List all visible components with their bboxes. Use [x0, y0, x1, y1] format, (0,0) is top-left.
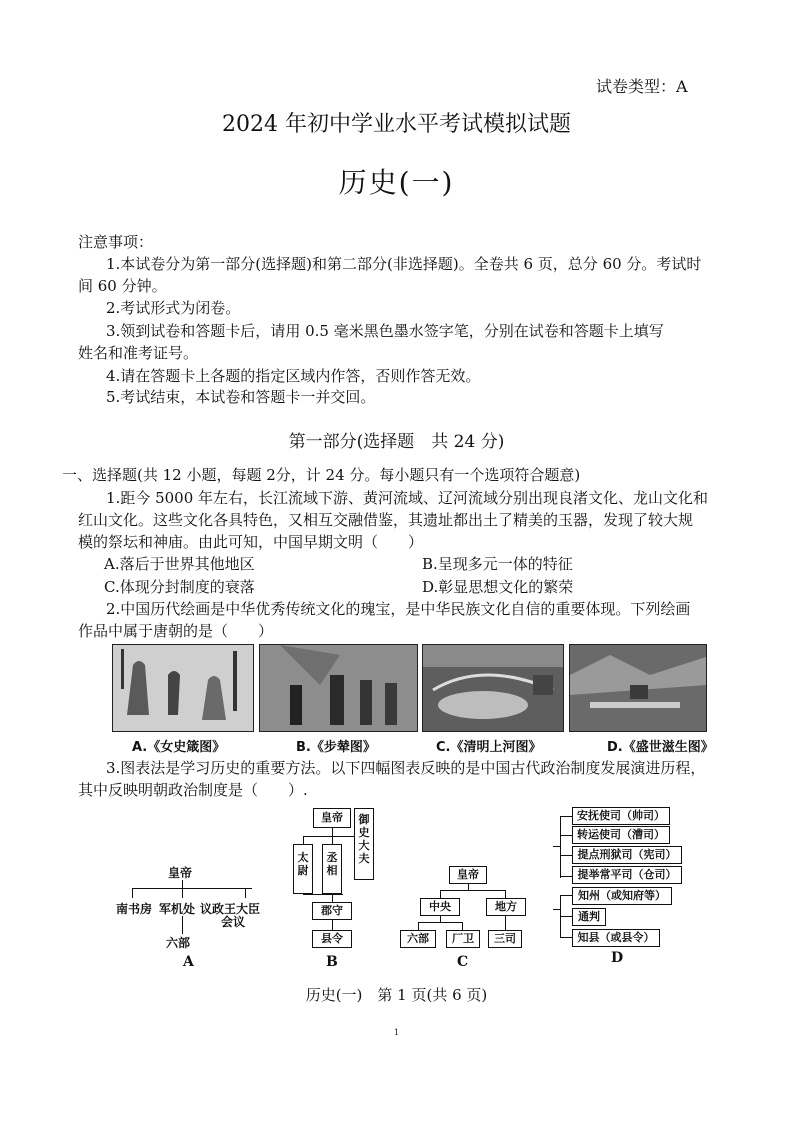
diagram-b-top: 皇帝 [313, 808, 351, 828]
page-footer: 历史(一) 第 1 页(共 6 页) [305, 986, 488, 1004]
diagram-b-middle: 丞相 [322, 844, 342, 894]
q1-option-c: C.体现分封制度的衰落 [104, 578, 255, 596]
diagram-b-left: 太尉 [293, 844, 313, 894]
q2-line: 2.中国历代绘画是中华优秀传统文化的瑰宝，是中华民族文化自信的重要体现。下列绘画 [106, 600, 691, 618]
diagram-d-item: 安抚使司（帅司） [572, 807, 670, 825]
notice-line: 2.考试形式为闭卷。 [106, 299, 241, 317]
diagram-a-branch: 会议 [221, 915, 246, 929]
section-intro: 一、选择题(共 12 小题，每题 2分，计 24 分。每小题只有一个选项符合题意) [62, 466, 581, 484]
notice-line: 4.请在答题卡上各题的指定区域内作答，否则作答无效。 [106, 367, 481, 385]
diagram-a-branch: 议政王大臣 [200, 902, 261, 916]
diagram-c-local: 地方 [486, 898, 526, 916]
diagram-c-central: 中央 [420, 898, 460, 916]
diagram-d-item: 提点刑狱司（宪司） [572, 846, 682, 864]
diagram-c-letter: C [457, 954, 469, 970]
painting-caption-b: B.《步辇图》 [296, 740, 376, 755]
diagram-b-right: 御史大夫 [354, 808, 374, 880]
diagram-c-ministries: 六部 [400, 930, 436, 948]
notice-heading: 注意事项： [78, 233, 154, 251]
diagram-d-item: 通判 [572, 908, 606, 926]
q2-line: 作品中属于唐朝的是（ ） [78, 622, 274, 640]
diagram-c-factory: 厂卫 [446, 930, 480, 948]
q3-line: 其中反映明朝政治制度是（ ）. [78, 781, 308, 799]
diagram-a-branch: 南书房 [116, 902, 153, 916]
notice-line: 5.考试结束，本试卷和答题卡一并交回。 [106, 388, 376, 406]
notice-line: 间 60 分钟。 [78, 277, 167, 295]
painting-caption-c: C.《清明上河图》 [436, 740, 542, 755]
painting-image-a [112, 644, 254, 732]
diagram-d-item: 知县（或县令） [572, 929, 660, 947]
diagram-d-letter: D [611, 950, 624, 966]
diagram-a-top: 皇帝 [168, 866, 193, 880]
painting-image-c [422, 644, 564, 732]
q1-line: 1.距今 5000 年左右，长江流域下游、黄河流域、辽河流域分别出现良渚文化、龙山文化和 [106, 489, 709, 507]
painting-caption-a: A.《女史箴图》 [132, 740, 226, 755]
diagram-a-letter: A [183, 954, 194, 970]
paper-type: 试卷类型：A [596, 77, 688, 96]
q1-option-b: B.呈现多元一体的特征 [422, 555, 573, 573]
painting-image-b [259, 644, 418, 732]
notice-line: 姓名和准考证号。 [78, 344, 199, 362]
q3-line: 3.图表法是学习历史的重要方法。以下四幅图表反映的是中国古代政治制度发展演进历程， [106, 759, 706, 777]
diagram-c-three: 三司 [488, 930, 522, 948]
subject-title: 历史(一) [338, 166, 455, 199]
part-one-title: 第一部分(选择题 共 24 分) [288, 432, 505, 452]
diagram-b-letter: B [326, 954, 338, 970]
q1-option-d: D.彰显思想文化的繁荣 [422, 578, 574, 596]
diagram-d-item: 知州（或知府等） [572, 887, 672, 905]
diagram-c-top: 皇帝 [449, 866, 487, 884]
notice-line: 3.领到试卷和答题卡后，请用 0.5 毫米黑色墨水签字笔，分别在试卷和答题卡上填写 [106, 322, 664, 340]
exam-title: 2024 年初中学业水平考试模拟试题 [222, 112, 571, 137]
diagram-b-magistrate: 县令 [312, 930, 352, 948]
painting-caption-d: D.《盛世滋生图》 [607, 740, 714, 755]
q1-line: 红山文化。这些文化各具特色，又相互交融借鉴，其遗址都出土了精美的玉器，发现了较大规 [78, 511, 694, 529]
painting-image-d [569, 644, 707, 732]
page-mark: 1 [393, 1028, 400, 1037]
diagram-b-county: 郡守 [312, 902, 352, 920]
diagram-a-branch: 军机处 [159, 902, 196, 916]
q1-option-a: A.落后于世界其他地区 [104, 555, 255, 573]
q1-line: 模的祭坛和神庙。由此可知，中国早期文明（ ） [78, 533, 424, 551]
notice-line: 1.本试卷分为第一部分(选择题)和第二部分(非选择题)。全卷共 6 页，总分 60 分。考试时 [106, 255, 702, 273]
diagram-d-item: 转运使司（漕司） [572, 826, 670, 844]
diagram-a-bottom: 六部 [166, 936, 191, 950]
diagram-d-item: 提举常平司（仓司） [572, 866, 682, 884]
